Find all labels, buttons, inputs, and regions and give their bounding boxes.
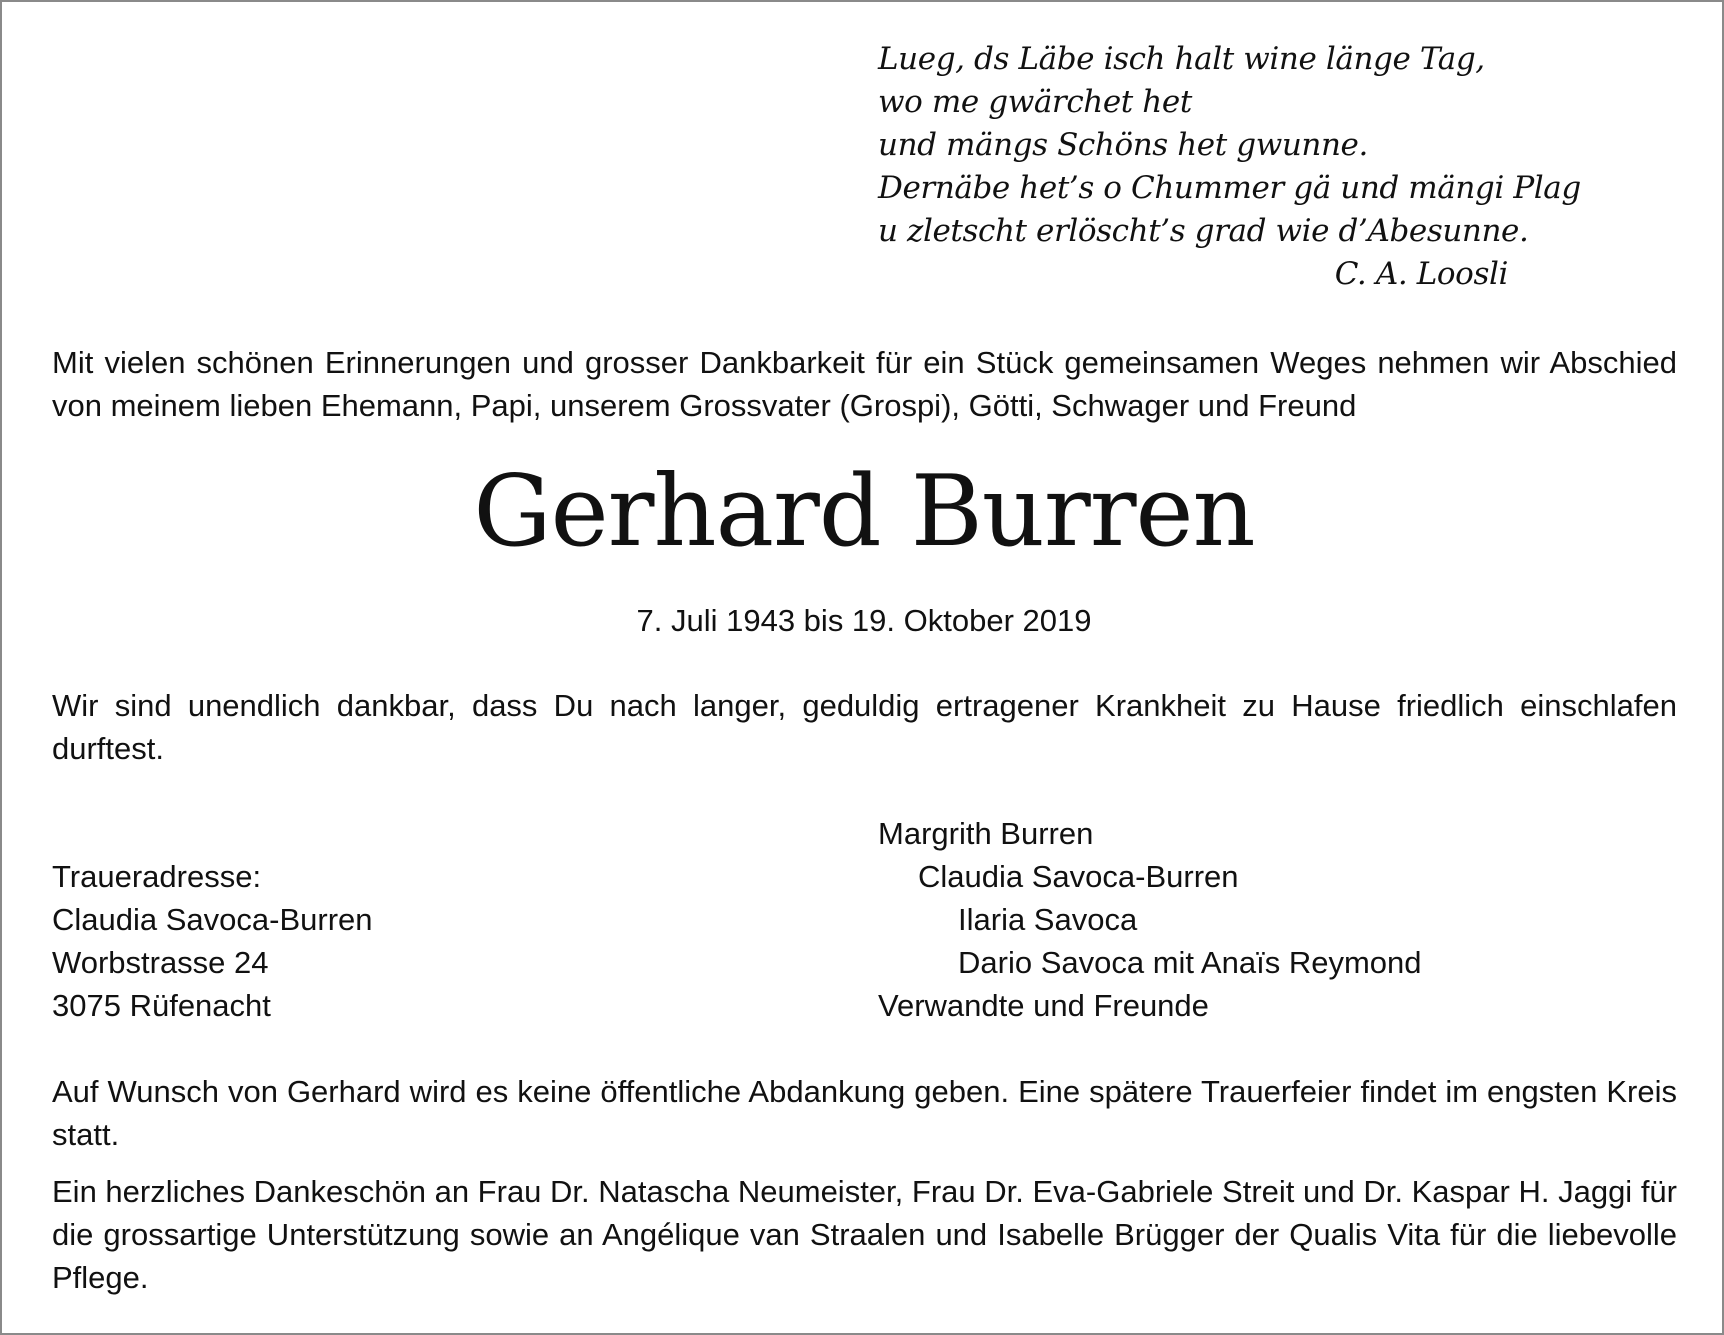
poem-line: wo me gwärchet het: [878, 84, 1192, 120]
mourners-list: [878, 812, 1678, 1027]
acknowledgement-paragraph: Ein herzliches Dankeschön an Frau Dr. Natascha Neumeister, Frau Dr. Eva-Gabriele Streit und Dr. Kaspar H. Jaggi für die grossartige Unterstützung sowie an Angélique van Straalen und Isabelle Brügger der Qualis Vita für die liebevolle Pflege.: [52, 1174, 1677, 1295]
mourner-grandchild: Ilaria Savoca: [958, 902, 1138, 937]
mourner-others: Verwandte und Freunde: [878, 988, 1209, 1023]
address-name: Claudia Savoca-Burren: [52, 902, 373, 937]
address-label: Traueradresse:: [52, 859, 262, 894]
poem-line: und mängs Schöns het gwunne.: [878, 127, 1368, 163]
poem-author: C. A. Loosli: [1334, 256, 1508, 292]
deceased-name: Gerhard Burren: [473, 455, 1255, 569]
poem-block: [878, 38, 1581, 296]
mourner-grandchild: Dario Savoca mit Anaïs Reymond: [958, 945, 1422, 980]
mourning-address: [52, 855, 752, 1027]
mourner-spouse: Margrith Burren: [878, 816, 1094, 851]
poem-line: u zletscht erlöscht’s grad wie d’Abesunne.: [878, 213, 1529, 249]
address-street: Worbstrasse 24: [52, 945, 269, 980]
intro-paragraph: Mit vielen schönen Erinnerungen und grosser Dankbarkeit für ein Stück gemeinsamen Weges nehmen wir Abschied von meinem lieben Ehemann, Papi, unserem Grossvater (Grospi), Götti, Schwager und Freund: [52, 345, 1677, 423]
poem-line: Dernäbe het’s o Chummer gä und mängi Plag: [878, 170, 1581, 206]
address-city: 3075 Rüfenacht: [52, 988, 271, 1023]
poem-line: Lueg, ds Läbe isch halt wine länge Tag,: [878, 41, 1485, 77]
ceremony-note: Auf Wunsch von Gerhard wird es keine öffentliche Abdankung geben. Eine spätere Trauerfeier findet im engsten Kreis statt.: [52, 1074, 1677, 1152]
gratitude-paragraph: Wir sind unendlich dankbar, dass Du nach langer, geduldig ertragener Krankheit zu Hause friedlich einschlafen durftest.: [52, 688, 1677, 766]
mourner-daughter: Claudia Savoca-Burren: [918, 859, 1239, 894]
life-dates: 7. Juli 1943 bis 19. Oktober 2019: [636, 603, 1092, 638]
